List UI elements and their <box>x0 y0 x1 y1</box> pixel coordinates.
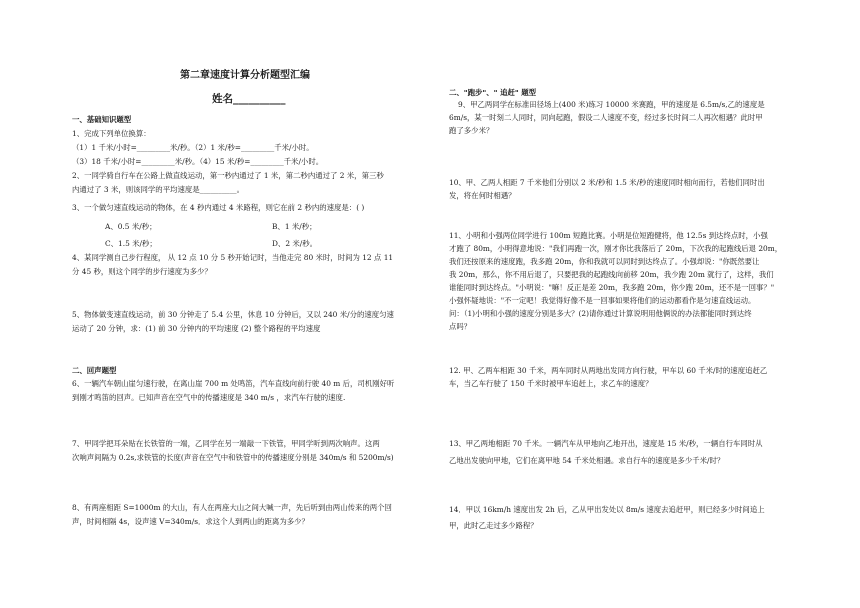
q8-line-1: 8、有两座相距 S=1000m 的大山，有人在两座大山之间大喊一声，先后听到由两山传来的两个回 <box>72 503 392 512</box>
q3-option-c: C、1.5 米/秒； <box>105 239 157 248</box>
section-echo-heading: 二、回声题型 <box>72 366 117 375</box>
q2-line-2: 内通过了 3 米，则该同学的平均速度是__________。 <box>72 185 244 194</box>
q7-line-2: 次响声间隔为 0.2s,求铁管的长度(声音在空气中和铁管中的传播速度分别是 340m/s 和 5200m/s) <box>72 453 394 462</box>
q11-line-2: 才跑了 80m，小明得意地说："我们再跑一次，刚才你比我落后了 20m，下次我的起跑线后退 20m， <box>449 244 783 253</box>
q11-line-8: 点吗？ <box>449 322 472 331</box>
q11-line-4: 我 20m，那么，你不用后退了，只要把我的起跑线向前移 20m，我少跑 20m 就行了，这样，我们 <box>449 270 774 279</box>
q4-line-1: 4、某同学测自己步行程度， 从 12 点 10 分 5 秒开始记时，当他走完 80 米时，时间为 12 点 11 <box>72 253 394 262</box>
q1-line-3: （3）18 千米/小时=_________米/秒。（4）15 米/秒=_________千米/小时。 <box>72 157 324 166</box>
q11-line-7: 问：（1)小明和小强的速度分别是多大？(2)请你通过计算说明用他俩说的办法都能同时到达终 <box>449 309 752 318</box>
q7-line-1: 7、甲同学把耳朵贴在长铁管的一端，乙同学在另一端敲一下铁管，甲同学听到两次响声。这两 <box>72 439 380 448</box>
q9-line-2: 6m/s，某一时刻二人同时，同向起跑，假设二人速度不变，经过多长时间二人再次相遇？此时甲 <box>449 113 763 122</box>
q3-option-a: A、0.5 米/秒； <box>105 222 157 231</box>
q6-line-1: 6、一辆汽车朝山崖匀速行驶，在离山崖 700 m 处鸣笛，汽车直线向前行驶 40 m 后，司机刚好听 <box>72 379 395 388</box>
name-line: 姓名__________ <box>212 93 286 105</box>
q9-line-1: 9、甲乙两同学在标准田径场上(400 米)练习 10000 米赛跑，甲的速度是 6.5m/s,乙的速度是 <box>458 100 765 109</box>
page-title: 第二章速度计算分析题型汇编 <box>180 70 310 81</box>
q3-option-b: B、1 米/秒； <box>272 222 317 231</box>
q8-line-2: 声，时间相隔 4s，设声速 V=340m/s．求这个人到两山的距离为多少？ <box>72 517 309 526</box>
q10-line-2: 发，将在何时相遇？ <box>449 191 516 200</box>
section-basic-heading: 一、基础知识题型 <box>72 115 132 124</box>
q12-line-1: 12. 甲、乙两车相距 30 千米，两车同时从两地出发同方向行驶，甲车以 60 千米/时的速度追赶乙 <box>449 366 768 375</box>
q14-line-1: 14．甲以 16km/h 速度出发 2h 后，乙从甲出发处以 8m/s 速度去追赶甲，则已经多少时间追上 <box>449 505 765 514</box>
q14-line-2: 甲，此时乙走过多少路程？ <box>449 521 538 530</box>
q11-line-1: 11、小明和小强两位同学进行 100m 短跑比赛。小明是位短跑健将，他 12.5s 到达终点时，小强 <box>449 231 768 240</box>
q11-line-3: 我们还按原来的速度跑，我多跑 20m，你和我就可以同时到达终点了。小强却说："你既然要让 <box>449 257 760 266</box>
section-running-heading: 二、"跑步"、" 追赶" 题型 <box>449 88 537 97</box>
q4-line-2: 分 45 秒，则这个同学的步行速度为多少？ <box>72 267 212 276</box>
q11-line-5: 谁能同时到达终点。"小明说："嘛！反正是差 20m，我多跑 20m，你少跑 20m，还不是一回事？" <box>449 283 775 292</box>
q10-line-1: 10、甲、乙两人相距 7 千米他们分别以 2 米/秒和 1.5 米/秒的速度同时相向而行，若他们同时出 <box>449 178 765 187</box>
q6-line-2: 到刚才鸣笛的回声。已知声音在空气中的传播速度是 340 m/s ，求汽车行驶的速度. <box>72 393 346 402</box>
q12-line-2: 车，当乙车行驶了 150 千米时被甲车追赶上，求乙车的速度？ <box>449 379 653 388</box>
q2-line-1: 2、一同学骑自行车在公路上做直线运动，第一秒内通过了 1 米，第二秒内通过了 2 米，第三秒 <box>72 171 384 180</box>
q9-line-3: 跑了多少米？ <box>449 126 494 135</box>
q13-line-1: 13、甲乙两地相距 70 千米。一辆汽车从甲地向乙地开出，速度是 15 米/秒，一辆自行车同时从 <box>449 439 763 448</box>
q1-line-2: （1）1 千米/小时=_________米/秒。（2）1 米/秒=_________千米/小时。 <box>72 143 314 152</box>
q3-line-1: 3、一个做匀速直线运动的物体，在 4 秒内通过 4 米路程，则它在前 2 秒内的速度是：( ) <box>72 203 365 212</box>
q1-line-1: 1、完成下列单位换算： <box>72 129 151 138</box>
q3-option-d: D、2 米/秒。 <box>272 239 318 248</box>
q5-line-1: 5、物体做变速直线运动，前 30 分钟走了 5.4 公里，休息 10 分钟后，又以 240 米/分的速度匀速 <box>72 310 394 319</box>
q13-line-2: 乙地出发驶向甲地，它们在离甲地 54 千米处相遇。求自行车的速度是多少千米/时？ <box>449 456 725 465</box>
q5-line-2: 运动了 20 分钟，求：(1) 前 30 分钟内的平均速度 (2) 整个路程的平均速度 <box>72 324 321 333</box>
q11-line-6: 小强怀疑地说："不一定吧！我觉得好像不是一回事如果将他们的运动都看作是匀速直线运动。 <box>449 296 756 305</box>
